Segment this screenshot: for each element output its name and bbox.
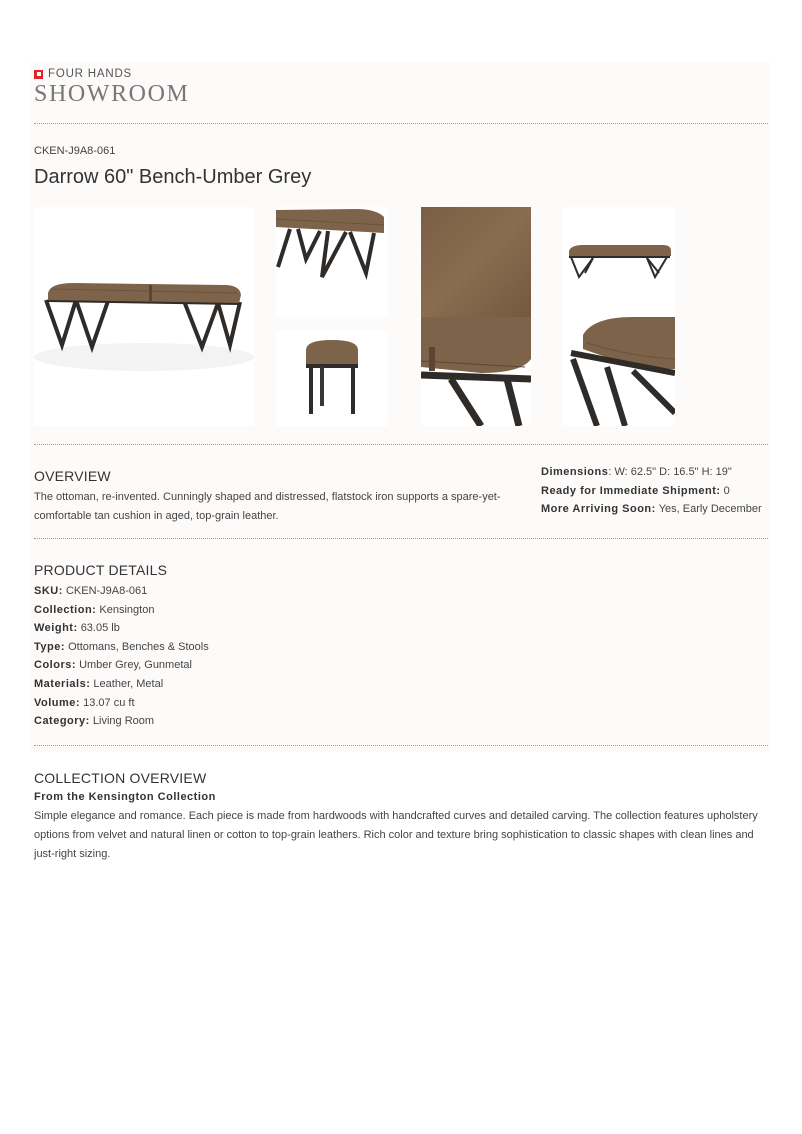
spec-value: Yes, Early December [658,503,762,516]
product-image-swatch[interactable] [421,207,531,317]
detail-value: Umber Grey, Gunmetal [79,659,192,672]
overview-heading: OVERVIEW [34,468,111,484]
detail-value: Kensington [99,603,155,616]
detail-row [34,656,434,675]
divider [34,538,768,539]
detail-label: Materials: [34,677,91,690]
detail-value: Living Room [92,715,155,728]
detail-label: Weight: [34,622,78,635]
brand-main-text: SHOWROOM [34,81,190,107]
bench-angle-view [276,207,388,317]
spec-value: : W: 62.5" D: 16.5" H: 19" [608,466,732,478]
detail-value: CKEN-J9A8-061 [65,585,148,597]
detail-row [34,619,434,638]
details-list [34,582,434,731]
product-image-main[interactable] [34,207,254,426]
detail-value: Leather, Metal [93,677,164,690]
spec-label: More Arriving Soon: [541,503,656,516]
spec-label: Ready for Immediate Shipment: [541,484,721,497]
product-sku-header: CKEN-J9A8-061 [34,145,116,157]
detail-row [34,638,434,657]
detail-row [34,712,434,731]
detail-label: Colors: [34,659,76,672]
detail-row [34,694,434,713]
specs-block [541,463,771,519]
collection-heading: COLLECTION OVERVIEW [34,770,207,786]
divider [34,444,768,445]
product-image-corner[interactable] [563,317,675,426]
corner-detail [563,317,675,426]
spec-ready [541,482,771,501]
spec-dimensions [541,463,771,482]
detail-label: Category: [34,715,90,728]
product-image-angle[interactable] [276,207,388,317]
detail-row [34,582,434,601]
detail-label: Type: [34,640,66,653]
detail-label: Collection: [34,603,97,616]
product-image-small[interactable] [563,207,675,317]
detail-value: Ottomans, Benches & Stools [68,640,209,653]
brand-top-text: FOUR HANDS [48,68,133,80]
detail-label: SKU: [34,585,63,597]
bench-side-view [276,330,388,426]
divider [34,123,768,124]
spec-arriving [541,500,771,519]
collection-subheading: From the Kensington Collection [34,791,216,803]
bench-front-view [34,207,254,426]
detail-value: 63.05 lb [80,622,120,635]
product-image-side[interactable] [276,330,388,426]
bench-small-view [563,207,675,317]
page-title: Darrow 60" Bench-Umber Grey [34,166,312,188]
cushion-detail [421,317,531,426]
divider [34,745,768,746]
overview-text: The ottoman, re-invented. Cunningly shaped and distressed, flatstock iron supports a spare-yet-comfortable tan cushion in aged, top-grain leather. [34,491,501,522]
detail-value: 13.07 cu ft [83,696,135,709]
detail-row [34,675,434,694]
detail-row [34,601,434,620]
collection-text: Simple elegance and romance. Each piece is made from hardwoods with handcrafted curves and detailed carving. The collection features upholstery options from velvet and natural linen or cotton to top-grain leathers. Rich color and texture bring sophistication to classic shapes with clean lines and just-right sizing. [34,810,758,860]
detail-label: Volume: [34,696,81,709]
product-image-detail[interactable] [421,317,531,426]
details-heading: PRODUCT DETAILS [34,562,168,578]
brand-mark-icon [34,70,43,79]
leather-swatch [421,207,531,317]
spec-value: 0 [723,484,730,497]
spec-label: Dimensions [541,466,609,478]
brand-logo[interactable] [34,68,189,108]
